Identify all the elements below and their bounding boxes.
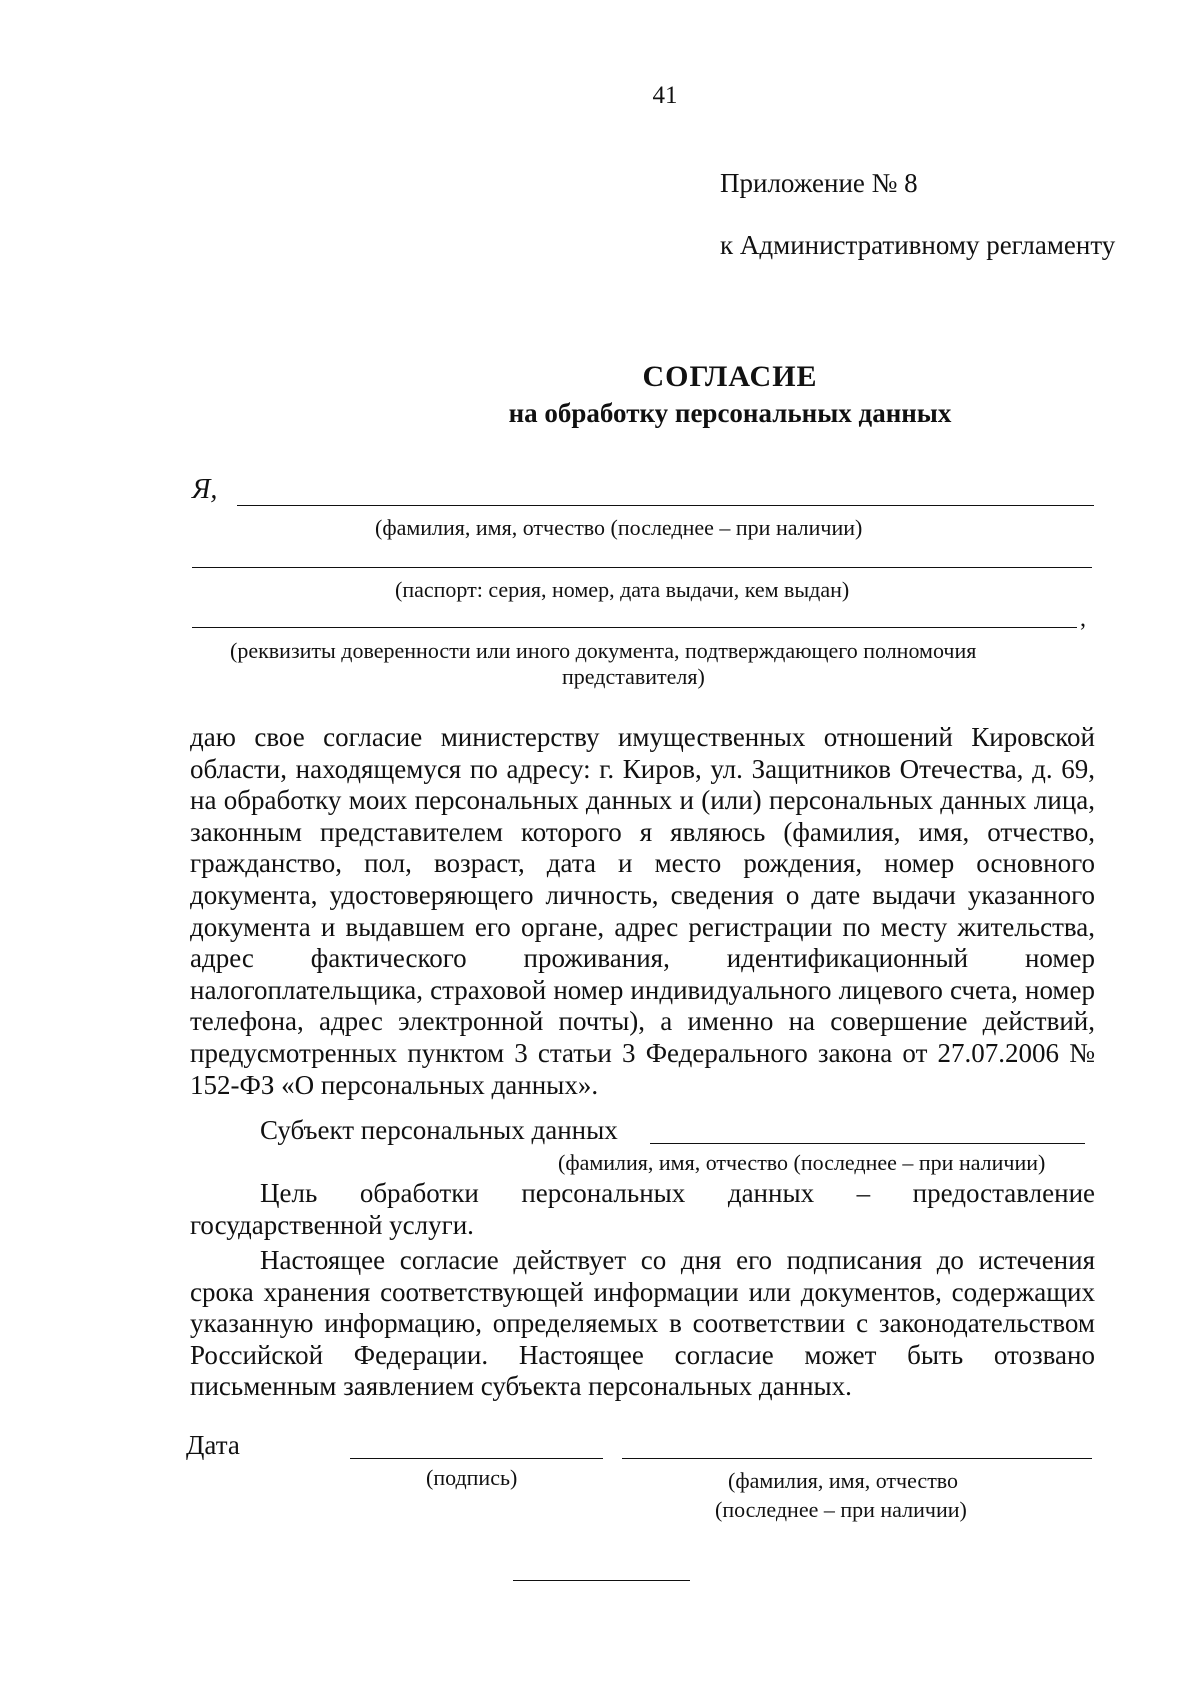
document-subtitle: на обработку персональных данных	[508, 398, 952, 428]
proxy-caption-line1: (реквизиты доверенности или иного документа, подтверждающего полномочия	[230, 638, 977, 663]
ya-label: Я,	[192, 474, 218, 505]
fio-caption: (фамилия, имя, отчество (последнее – при наличии)	[375, 515, 863, 540]
purpose-paragraph: Цель обработки персональных данных – предоставление государственной услуги.	[190, 1178, 1095, 1240]
proxy-comma: ,	[1080, 606, 1086, 632]
fio-field-line	[237, 505, 1094, 506]
consent-paragraph: даю свое согласие министерству имущественных отношений Кировской области, находящемуся по адресу: г. Киров, ул. Защитников Отечества, д. 69, на обработку моих персональных данных и (или) персональных данных лица, законным представителем которого я являюсь (фамилия, имя, отчество, гражданство, пол, возраст, дата и место рождения, номер основного документа, удостоверяющего личность, сведения о дате выдачи указанного документа и выдавшем его органе, адрес регистрации по месту жительства, адрес фактического проживания, идентификационный номер налогоплательщика, страховой номер индивидуального лицевого счета, номер телефона, адрес электронной почты), а именно на совершение действий, предусмотренных пунктом 3 статьи 3 Федерального закона от 27.07.2006 № 152-ФЗ «О персональных данных».	[190, 722, 1095, 1100]
passport-field-line	[192, 567, 1092, 568]
subject-field-line	[650, 1143, 1085, 1144]
appendix-label: Приложение № 8	[720, 168, 918, 198]
signer-name-field-line	[622, 1458, 1092, 1459]
document-title: СОГЛАСИЕ	[642, 360, 818, 393]
signature-caption: (подпись)	[426, 1465, 518, 1490]
subject-label: Субъект персональных данных	[260, 1115, 618, 1145]
page-number: 41	[652, 82, 678, 109]
subject-caption: (фамилия, имя, отчество (последнее – при наличии)	[558, 1150, 1046, 1175]
regulation-label: к Административному регламенту	[720, 230, 1116, 260]
date-label: Дата	[186, 1430, 240, 1460]
validity-paragraph: Настоящее согласие действует со дня его подписания до истечения срока хранения соответствующей информации или документов, содержащих указанную информацию, определяемых в соответствии с законодательством Российской Федерации. Настоящее согласие может быть отозвано письменным заявлением субъекта персональных данных.	[190, 1245, 1095, 1402]
proxy-caption-line2: представителя)	[562, 664, 705, 689]
signer-name-caption-line1: (фамилия, имя, отчество	[728, 1468, 959, 1493]
signature-field-line	[350, 1458, 603, 1459]
signer-name-caption-line2: (последнее – при наличии)	[715, 1497, 967, 1522]
closing-separator	[513, 1580, 690, 1581]
passport-caption: (паспорт: серия, номер, дата выдачи, кем выдан)	[395, 577, 850, 602]
proxy-field-line	[192, 627, 1077, 628]
